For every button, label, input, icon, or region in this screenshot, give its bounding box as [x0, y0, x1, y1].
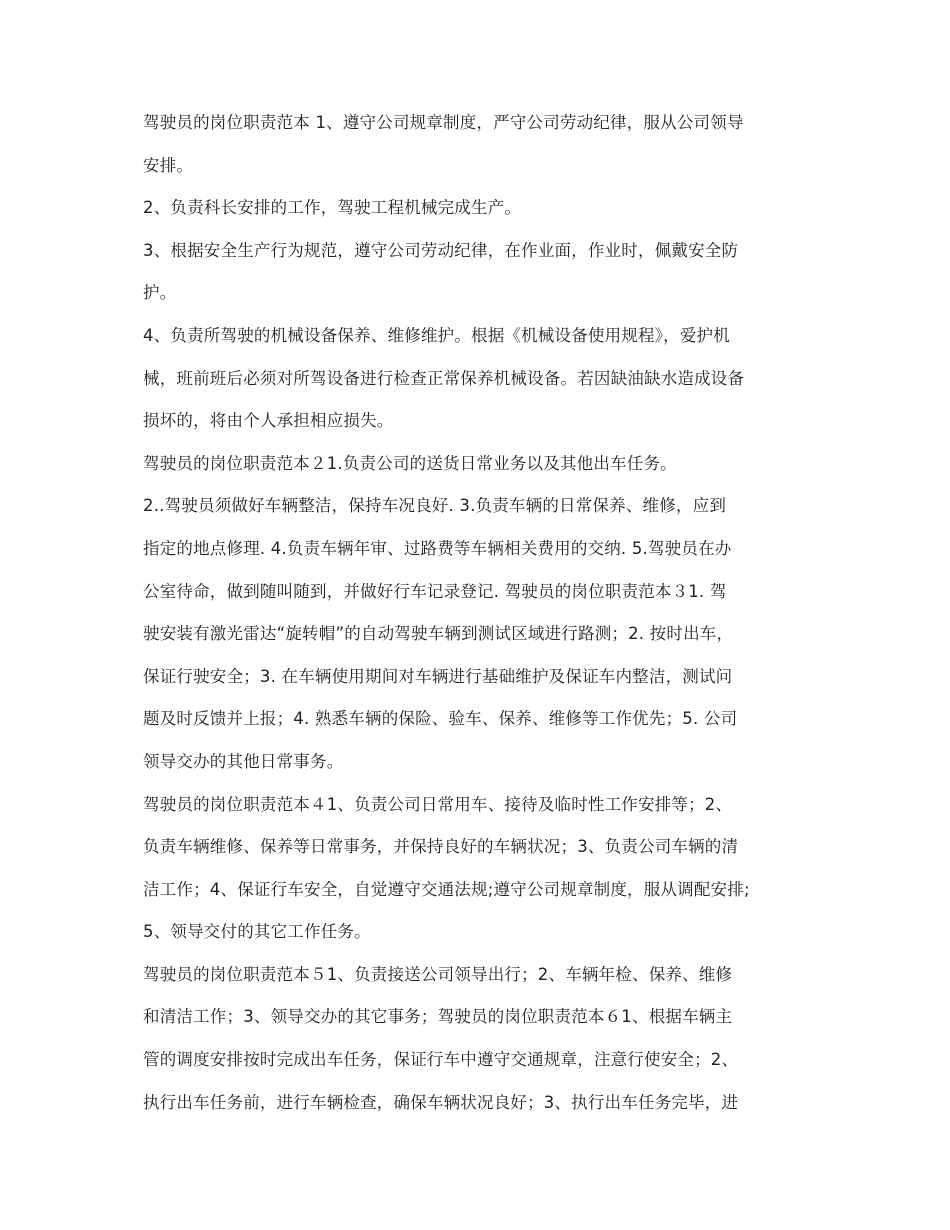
text-line: 和清洁工作；3、领导交办的其它事务；驾驶员的岗位职责范本６1、根据车辆主 [143, 1007, 733, 1027]
text-line: 领导交办的其他日常事务。 [143, 751, 344, 771]
text-line: 公室待命，做到随叫随到，并做好行车记录登记. 驾驶员的岗位职责范本３1. 驾 [143, 581, 727, 601]
text-line: 驶安装有激光雷达“旋转帽”的自动驾驶车辆到测试区域进行路测；2. 按时出车， [143, 624, 734, 644]
text-line: 执行出车任务前，进行车辆检查，确保车辆状况良好；3、执行出车任务完毕，进 [143, 1092, 739, 1112]
text-line: 2..驾驶员须做好车辆整洁，保持车况良好. 3.负责车辆的日常保养、维修，应到 [143, 496, 727, 516]
text-line: 械，班前班后必须对所驾设备进行检查正常保养机械设备。若因缺油缺水造成设备 [143, 368, 745, 388]
text-line: 负责车辆维修、保养等日常事务，并保持良好的车辆状况；3、负责公司车辆的清 [143, 837, 739, 857]
text-line: 驾驶员的岗位职责范本２1.负责公司的送货日常业务以及其他出车任务。 [143, 453, 677, 473]
text-line: 题及时反馈并上报；4. 熟悉车辆的保险、验车、保养、维修等工作优先；5. 公司 [143, 709, 738, 729]
text-line: 损坏的，将由个人承担相应损失。 [143, 411, 394, 431]
text-line: 保证行驶安全；3. 在车辆使用期间对车辆进行基础维护及保证车内整洁，测试问 [143, 666, 733, 686]
text-line: 5、领导交付的其它工作任务。 [143, 922, 371, 942]
text-line: 4、负责所驾驶的机械设备保养、维修维护。根据《机械设备使用规程》，爱护机 [143, 325, 730, 345]
document-body [143, 108, 823, 1130]
text-line: 驾驶员的岗位职责范本５1、负责接送公司领导出行；2、车辆年检、保养、维修 [143, 964, 733, 984]
text-line: 管的调度安排按时完成出车任务，保证行车中遵守交通规章，注意行使安全；2、 [143, 1050, 739, 1070]
text-line: 安排。 [143, 155, 194, 175]
text-line: 护。 [143, 283, 177, 303]
text-line: 指定的地点修理. 4.负责车辆年审、过路费等车辆相关费用的交纳. 5.驾驶员在办 [143, 538, 732, 558]
text-line: 驾驶员的岗位职责范本４1、负责公司日常用车、接待及临时性工作安排等；2、 [143, 794, 733, 814]
text-line: 洁工作；4、保证行车安全，自觉遵守交通法规;遵守公司规章制度，服从调配安排; [143, 879, 750, 899]
text-line: 2、负责科长安排的工作，驾驶工程机械完成生产。 [143, 198, 522, 218]
text-line: 3、根据安全生产行为规范，遵守公司劳动纪律，在作业面，作业时，佩戴安全防 [143, 240, 739, 260]
text-line: 驾驶员的岗位职责范本 1、遵守公司规章制度，严守公司劳动纪律，服从公司领导 [143, 113, 744, 132]
